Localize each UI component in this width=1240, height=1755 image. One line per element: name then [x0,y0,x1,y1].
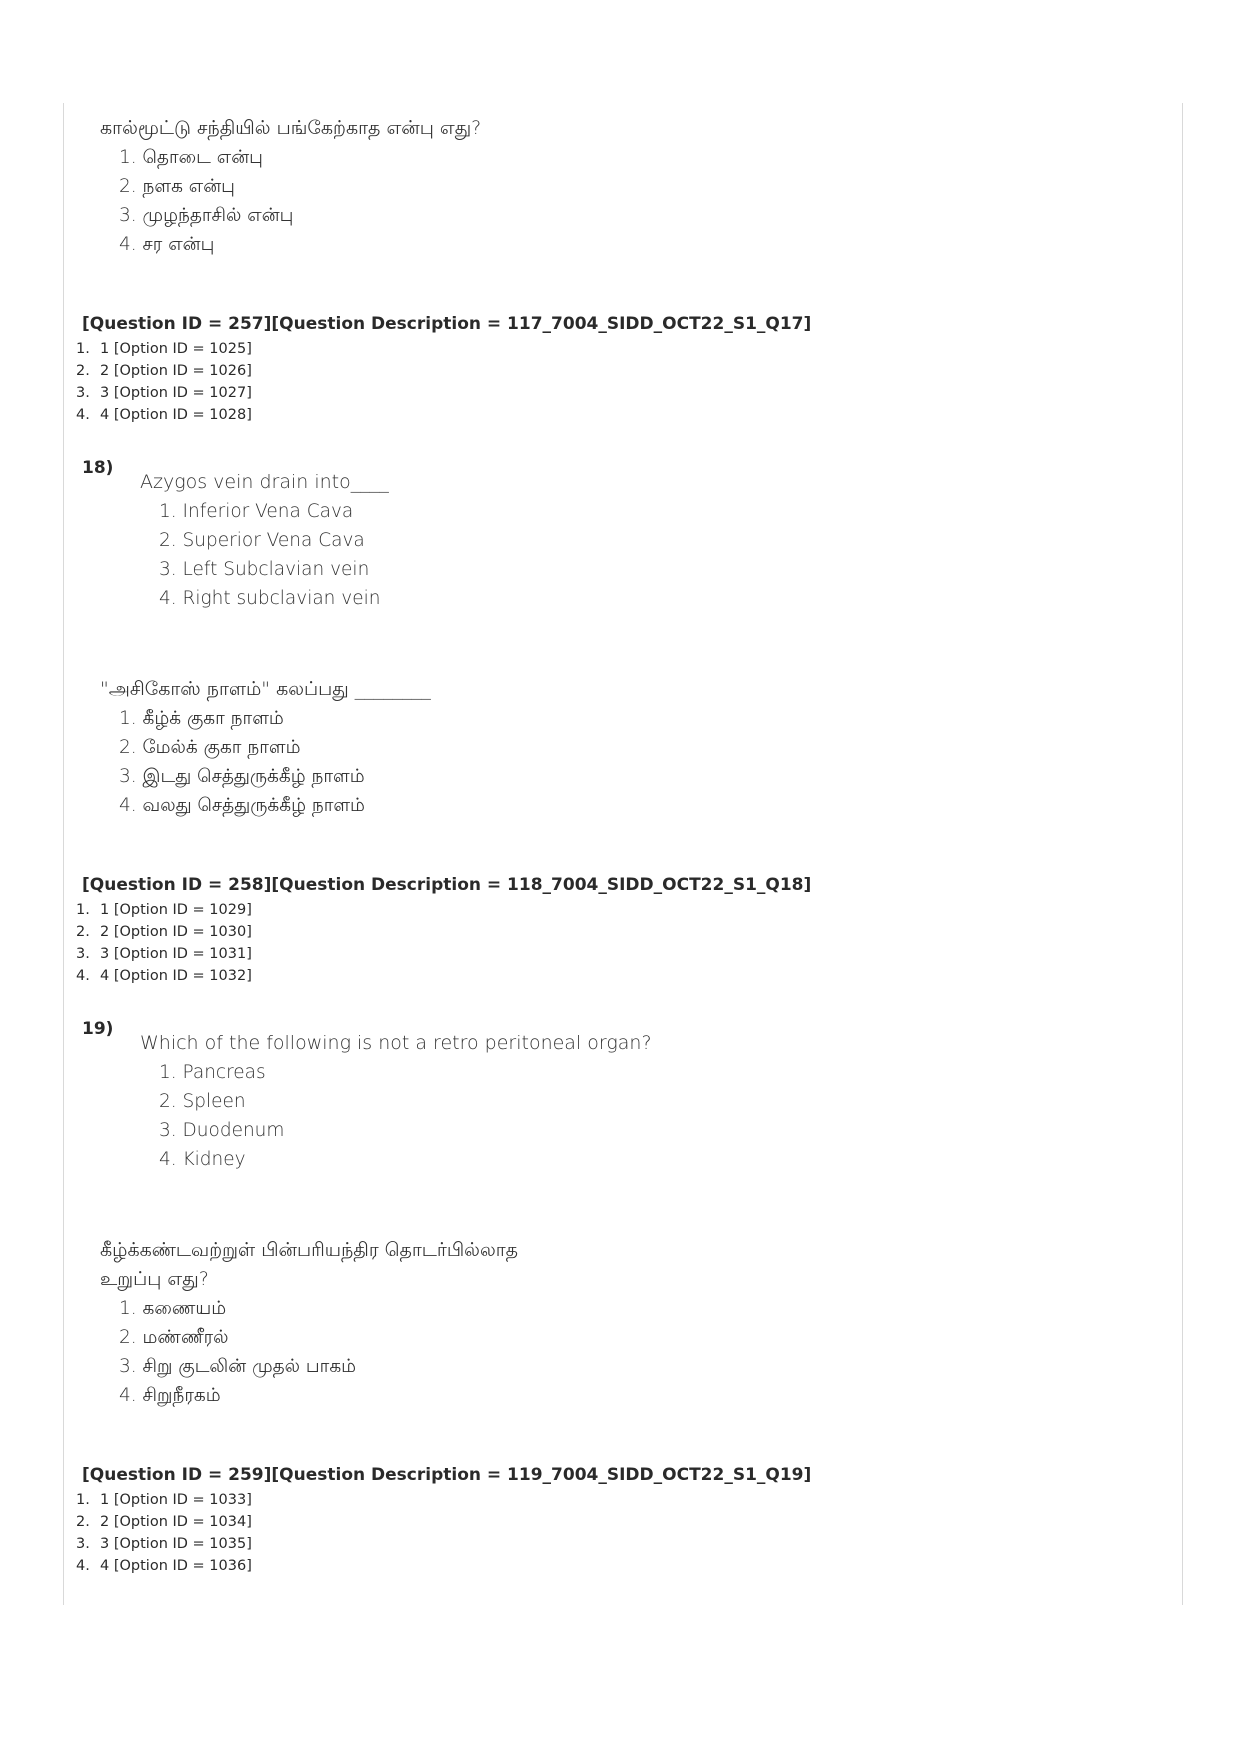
right-border-line [1182,103,1183,1605]
q17-tamil-stem: கால்மூட்டு சந்தியில் பங்கேற்காத என்பு எது? [100,117,482,139]
q17-tamil-option-3: 3. முழந்தாசில் என்பு [119,205,294,226]
q19-tamil-option-1: 1. கணையம் [119,1298,227,1319]
q18-option-2: 2. Superior Vena Cava [159,530,365,551]
q19-tamil-option-2: 2. மண்ணீரல் [119,1327,229,1348]
q18-tamil-option-1: 1. கீழ்க் குகா நாளம் [119,708,284,729]
q19-option-1: 1. Pancreas [159,1062,266,1083]
q19-option-3: 3. Duodenum [159,1120,285,1141]
list-item: 2. 2 [Option ID = 1026] [76,363,252,379]
q17-tamil-question-image [100,114,481,259]
list-item: 3. 3 [Option ID = 1035] [76,1536,252,1552]
q17-tamil-option-4: 4. சர என்பு [119,234,215,255]
q18-option-4: 4. Right subclavian vein [159,588,381,609]
q17-option-list [76,338,252,426]
q19-tamil-stem-line-2: உறுப்பு எது? [100,1268,209,1290]
list-item: 4. 4 [Option ID = 1028] [76,407,252,423]
q19-option-list [76,1489,252,1577]
q18-tamil-question-image [100,675,431,820]
q18-option-1: 1. Inferior Vena Cava [159,501,354,522]
list-item: 4. 4 [Option ID = 1032] [76,968,252,984]
q17-tamil-option-2: 2. நளக என்பு [119,176,235,197]
q18-question-id-line: [Question ID = 258][Question Description = 118_7004_SIDD_OCT22_S1_Q18] [82,875,812,895]
q19-tamil-option-3: 3. சிறு குடலின் முதல் பாகம் [119,1356,357,1377]
q18-tamil-option-4: 4. வலது செத்துருக்கீழ் நாளம் [119,795,365,816]
q19-number: 19) [82,1019,114,1039]
q19-question-id-line: [Question ID = 259][Question Description = 119_7004_SIDD_OCT22_S1_Q19] [82,1465,812,1485]
q17-tamil-option-1: 1. தொடை என்பு [119,147,263,168]
list-item: 3. 3 [Option ID = 1027] [76,385,252,401]
q18-english-question-image [140,468,389,613]
q19-option-4: 4. Kidney [159,1149,246,1170]
list-item: 4. 4 [Option ID = 1036] [76,1558,252,1574]
q19-english-question-image [140,1029,652,1174]
q18-tamil-option-3: 3. இடது செத்துருக்கீழ் நாளம் [119,766,365,787]
q19-option-2: 2. Spleen [159,1091,246,1112]
list-item: 1. 1 [Option ID = 1029] [76,902,252,918]
list-item: 3. 3 [Option ID = 1031] [76,946,252,962]
q18-option-list [76,899,252,987]
list-item: 2. 2 [Option ID = 1034] [76,1514,252,1530]
q18-option-3: 3. Left Subclavian vein [159,559,370,580]
q18-tamil-stem: "அசிகோஸ் நாளம்" கலப்பது ________ [100,678,431,700]
q19-stem: Which of the following is not a retro peritoneal organ? [140,1032,652,1054]
q19-tamil-stem-line-1: கீழ்க்கண்டவற்றுள் பின்பரியந்திர தொடர்பில்லாத [100,1239,519,1261]
q18-tamil-option-2: 2. மேல்க் குகா நாளம் [119,737,301,758]
q19-tamil-option-4: 4. சிறுநீரகம் [119,1385,221,1406]
list-item: 1. 1 [Option ID = 1033] [76,1492,252,1508]
q19-tamil-question-image [100,1236,518,1410]
q18-stem: Azygos vein drain into____ [140,471,389,493]
list-item: 1. 1 [Option ID = 1025] [76,341,252,357]
list-item: 2. 2 [Option ID = 1030] [76,924,252,940]
q18-number: 18) [82,458,114,478]
left-border-line [63,103,64,1605]
q17-question-id-line: [Question ID = 257][Question Description = 117_7004_SIDD_OCT22_S1_Q17] [82,314,812,334]
